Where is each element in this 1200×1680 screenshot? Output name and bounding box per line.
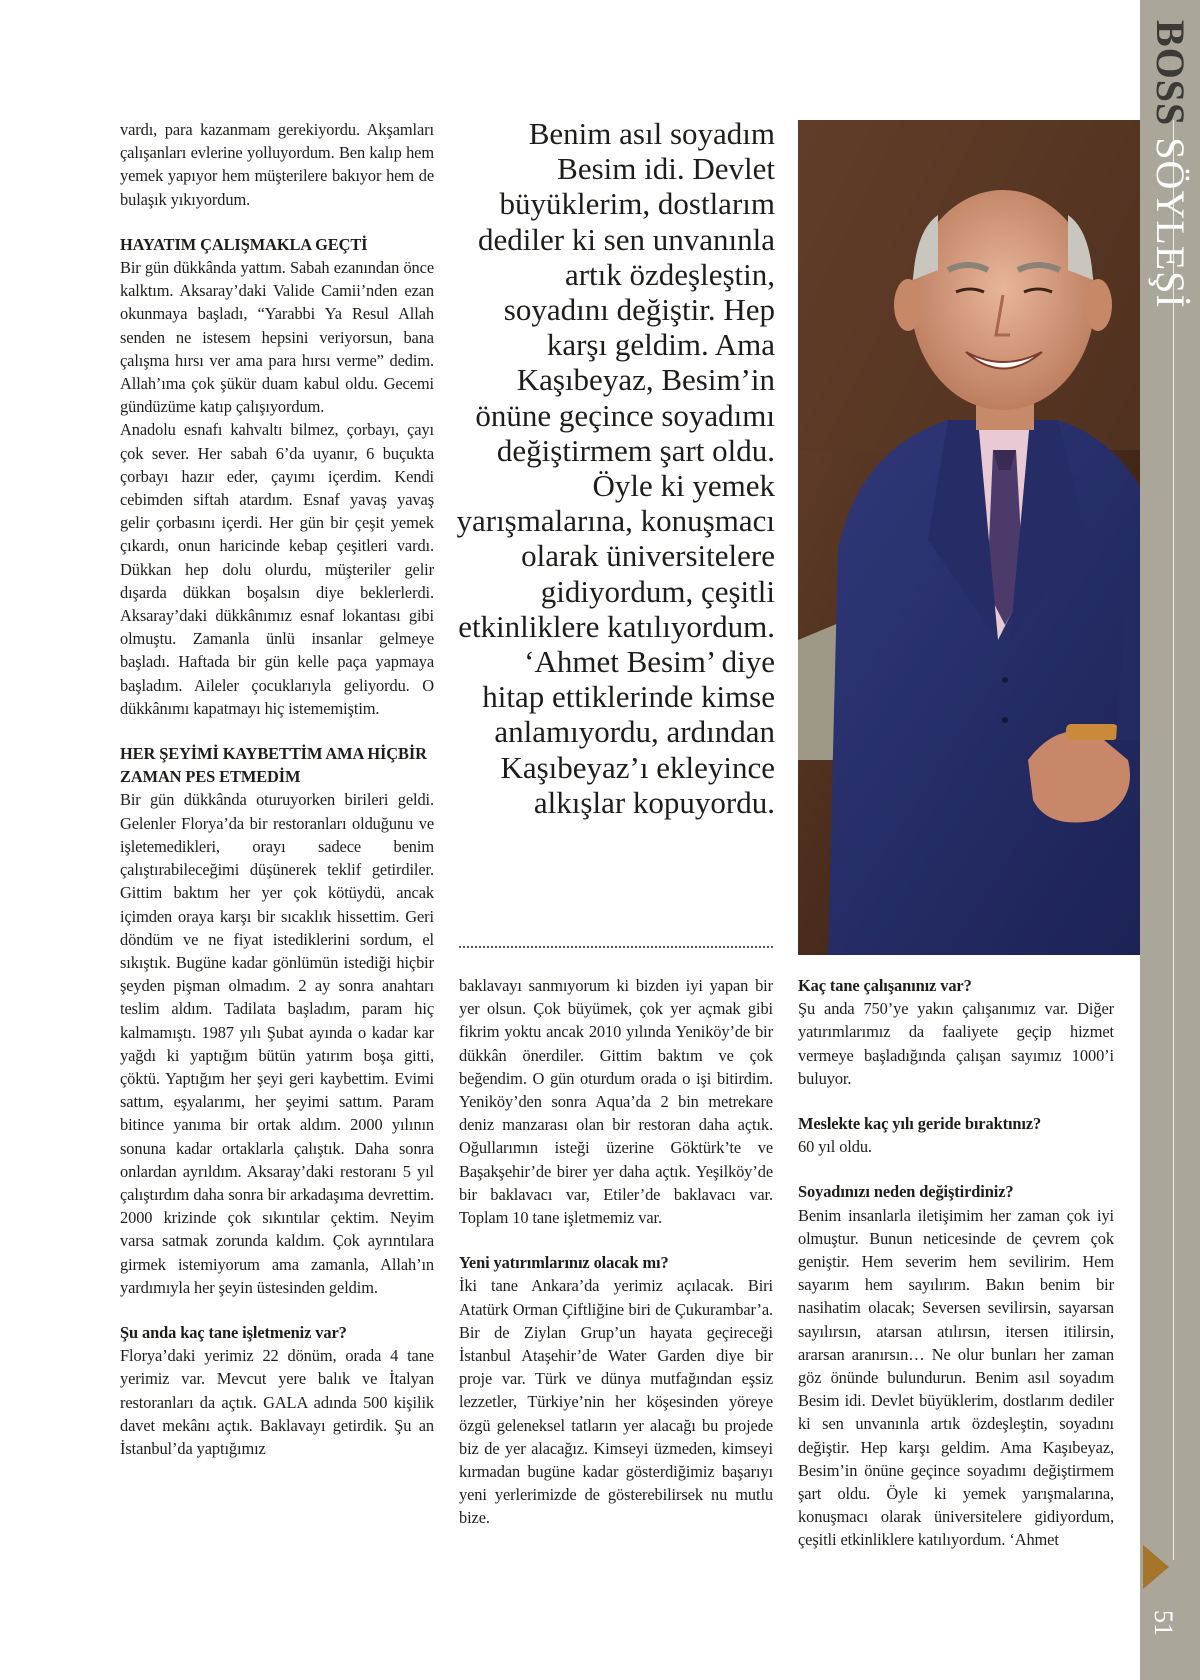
pull-quote: Benim asıl soyadım Besim idi. Devlet büyüklerim, dostlarım dediler ki sen unvanınla artık özdeşleştin, soyadını değiştir. Hep karşı geldim. Ama Kaşıbeyaz, Besim’in önüne geçince soyadımı değiştirmem şart oldu. Öyle ki yemek yarışmalarına, konuşmacı olarak üniversitelere gidiyordum, çeşitli etkinliklere katılıyordum. ‘Ahmet Besim’ diye hitap ettiklerinde kimse anlamıyordu, ardından Kaşıbeyaz’ı ekleyince alkışlar kopuyordu.	[456, 116, 775, 820]
page-number: 51	[1149, 1610, 1178, 1636]
section-name: SÖYLEŞİ	[1148, 137, 1193, 309]
paragraph: Anadolu esnafı kahvaltı bilmez, çorbayı, çayı çok sever. Her sabah 6’da uyanır, 6 buçukta çorbayı hazır eder, çayımı içerdim. Kendi cebimden siftah atardım. Esnaf yavaş yavaş gelir çorbasını içerdi. Her gün bir çeşit yemek çıkardı, onun haricinde kebap çeşitleri vardı. Dükkan hep dolu olurdu, müşteriler gelir dışarda dükkan boşalsın diye beklerlerdi. Aksaray’daki dükkânımız esnaf lokantası gibi olmuştu. Zamanla ünlü insanlar gelmeye başladı. Haftada bir gün kelle paça yapmaya başladım. Aileler çocuklarıyla geliyordu. O dükkânımı kapatmayı hiç istememiştim.	[120, 420, 434, 718]
paragraph: Şu anda 750’ye yakın çalışanımız var. Diğer yatırımlarımız da faaliyete geçip hizmet vermeye başladığında çalışan sayımız 1000’i buluyor.	[798, 999, 1114, 1088]
paragraph: Benim insanlarla iletişimim her zaman çok iyi olmuştur. Bunun neticesinde de çevrem çok geniştir. Hem severim hem sevilirim. Hem sayarım hem sayılırım. Bakın benim bir nasihatim olacak; Seversen sevilirsin, sayarsan sayılırsın, atarsan atılırsın, itersen itilirsin, ararsan aranırsın… Ne olur bunları her zaman göz önünde bulundurun. Benim asıl soyadım Besim idi. Devlet büyüklerim, dostlarım dediler ki sen unvanınla artık özdeşleştin, soyadını değiştir. Hep karşı geldim. Ama Kaşıbeyaz, Besim’in önüne geçince soyadımı değiştirmem şart oldu. Öyle ki yemek yarışmalarına, konuşmacı olarak üniversitelere gidiyordum, çeşitli etkinliklere katılıyordum. ‘Ahmet	[798, 1205, 1114, 1550]
article-column-1	[120, 118, 434, 1460]
question-heading: Şu anda kaç tane işletmeniz var?	[120, 1322, 347, 1342]
paragraph: Bir gün dükkânda yattım. Sabah ezanından önce kalktım. Aksaray’daki Valide Camii’nden ezan okunmaya başladı, “Yarabbi Ya Resul Allah senden ne istesem hepsini veriyorsun, bana çalışma hırsı ver ama para hırsı verme” dedim. Allah’ıma çok şükür duam kabul oldu. Gecemi gündüzüme katıp çalışıyordum.	[120, 258, 434, 417]
paragraph: Bir gün dükkânda oturuyorken birileri geldi. Gelenler Florya’da bir restoranları olduğunu ve işletemedikleri, orayı sadece benim çalıştırabileceğimi düşünerek teklif getirdiler. Gittim baktım her yer çok kötüydü, ancak içimden oraya karşı bir sıcaklık hissettim. Geri döndüm ve ne fiyat istediklerini sordum, el sıkıştık. Bugüne kadar gönlümün istediği hiçbir şeyden pişman olmadım. 2 ay sonra anahtarı teslim aldım. Tadilata başladım, param hiç kalmamıştı. 1987 yılı Şubat ayında o kadar kar yağdı ki yaptığım bütün yatırım boşa gitti, çöktü. Yaptığım her şeyi geri kaybettim. Evimi sattım, eşyalarımı, her şeyimi sattım. Param bitince yanıma bir ortak aldım. 2000 yılının sonuna kadar ortaklarla çalıştık. Daha sonra onlardan ayrıldım. Aksaray’daki restoranı 5 yıl çalıştırdım daha sonra bir arkadaşıma devrettim. 2000 krizinde çok sıkıntılar çektim. Neyim varsa satmak zorunda kaldım. Çok ayrıntılara girmek istemiyorum ama zamanla, Allah’ın yardımıyla her şeyin üstesinden geldim.	[120, 790, 434, 1297]
paragraph: vardı, para kazanmam gerekiyordu. Akşamları çalışanları evlerine yolluyordum. Ben kalıp hem yemek yapıyor hem müşterilere bakıyor hem de bulaşık yıkıyordum.	[120, 120, 434, 209]
paragraph: Florya’daki yerimiz 22 dönüm, orada 4 tane yerimiz var. Mevcut yere balık ve İtalyan restoranları da açtık. GALA adında 500 kişilik davet mekânı açtık. Baklavayı getirdik. Şu an İstanbul’da yaptığımız	[120, 1346, 434, 1458]
section-heading: HAYATIM ÇALIŞMAKLA GEÇTİ	[120, 234, 368, 254]
section-heading: HER ŞEYİMİ KAYBETTİM AMA HİÇBİR ZAMAN PES ETMEDİM	[120, 744, 427, 787]
question-heading: Soyadınızı neden değiştirdiniz?	[798, 1182, 1014, 1202]
article-column-2	[459, 974, 773, 1530]
paragraph: İki tane Ankara’da yerimiz açılacak. Biri Atatürk Orman Çiftliğine biri de Çukurambar’a. Bir de Ziylan Grup’un hayata geçireceği İstanbul Ataşehir’de Water Garden diye bir proje var. Türk ve dünya mutfağından eşsiz lezzetler, Türkiye’nin her köşesinden yöreye özgü geleneksel tatların yer alacağı bu projede biz de yer alacağız. Kimseyi üzmeden, kimseyi kırmadan bugüne kadar gösterdiğimiz başarıyı yeni yerlerimizde de gösterebilirsek nu mutlu bize.	[459, 1276, 773, 1528]
question-heading: Kaç tane çalışanınız var?	[798, 976, 972, 995]
paragraph: 60 yıl oldu.	[798, 1137, 872, 1157]
next-page-arrow-icon	[1143, 1545, 1169, 1589]
paragraph: baklavayı sanmıyorum ki bizden iyi yapan bir yer olsun. Çok büyümek, çok yer açmak gibi fikrim yoktu ancak 2010 yılında Yeniköy’de bir dükkân önerdiler. Gittim baktım ve çok beğendim. O gün oturdum orada o işi bitirdim. Yeniköy’den sonra Aqua’da 2 bin metrekare deniz manzarası olan bir restoran daha açtık. Oğullarımın isteği üzerine Göktürk’te ve Başakşehir’de birer yer daha açtık. Yeşilköy’de bir baklavacı var, Etiler’de baklavacı var. Toplam 10 tane işletmemiz var.	[459, 976, 773, 1228]
article-column-3	[798, 974, 1114, 1552]
question-heading: Yeni yatırımlarınız olacak mı?	[459, 1253, 669, 1273]
question-heading: Meslekte kaç yılı geride bıraktınız?	[798, 1114, 1042, 1134]
magazine-brand: BOSS	[1148, 20, 1193, 127]
sidebar-rule	[1173, 120, 1174, 1560]
dotted-divider	[459, 946, 773, 948]
section-label	[1148, 20, 1192, 309]
